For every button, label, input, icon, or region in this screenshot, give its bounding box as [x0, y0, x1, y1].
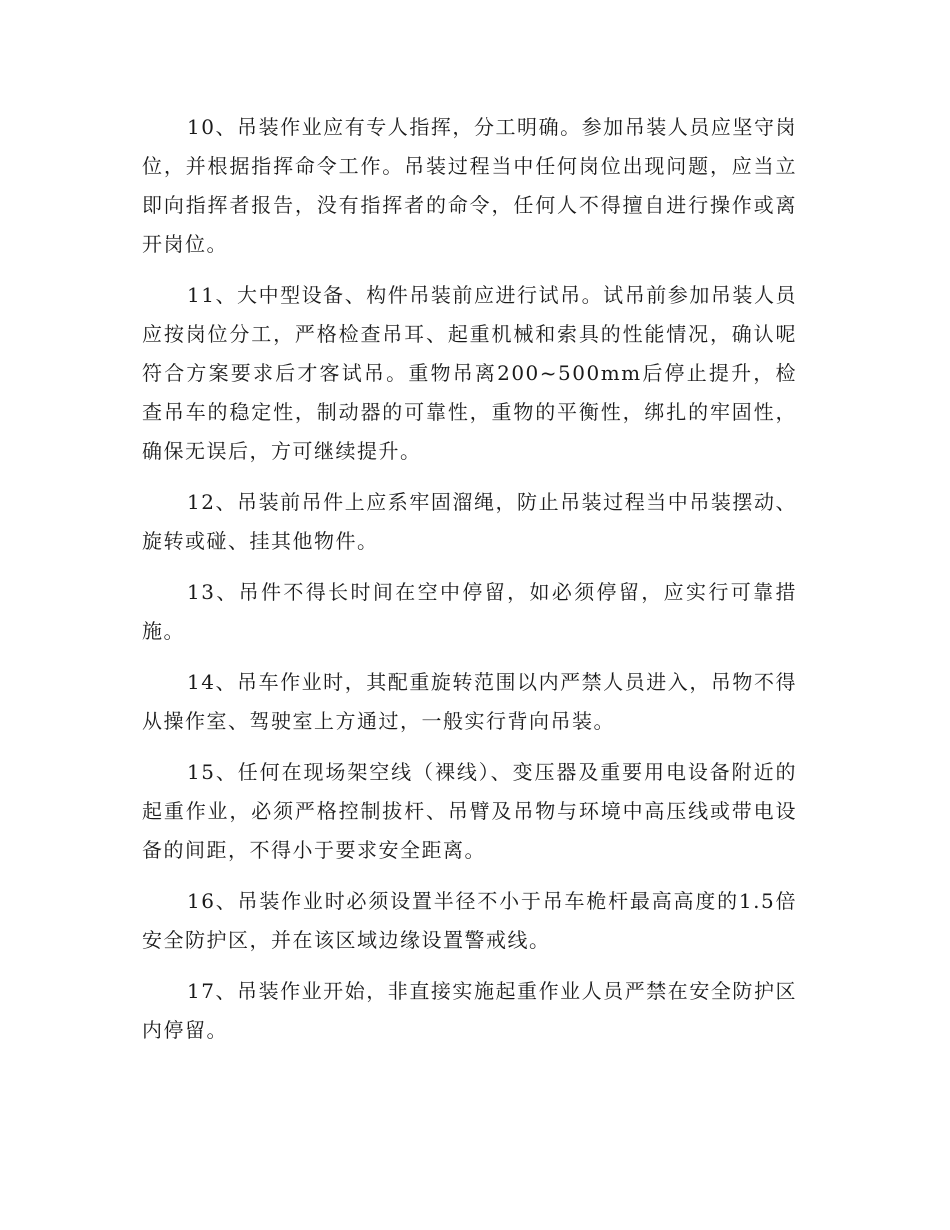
paragraph-14: 14、吊车作业时，其配重旋转范围以内严禁人员进入，吊物不得从操作室、驾驶室上方通过，一般实行背向吊装。: [142, 670, 797, 733]
paragraph-11: 11、大中型设备、构件吊装前应进行试吊。试吊前参加吊装人员应按岗位分工，严格检查吊耳、起重机械和索具的性能情况，确认呢符合方案要求后才客试吊。重物吊离200~500mm后停止提升，检查吊车的稳定性，制动器的可靠性，重物的平衡性，绑扎的牢固性，确保无误后，方可继续提升。: [142, 283, 797, 463]
paragraph-15: 15、任何在现场架空线（裸线）、变压器及重要用电设备附近的起重作业，必须严格控制拔杆、吊臂及吊物与环境中高压线或带电设备的间距，不得小于要求安全距离。: [142, 760, 797, 862]
paragraph-16: 16、吊装作业时必须设置半径不小于吊车桅杆最高高度的1.5倍安全防护区，并在该区域边缘设置警戒线。: [142, 889, 797, 952]
document-body: [142, 108, 797, 1062]
paragraph-17: 17、吊装作业开始，非直接实施起重作业人员严禁在安全防护区内停留。: [142, 979, 797, 1042]
paragraph-13: 13、吊件不得长时间在空中停留，如必须停留，应实行可靠措施。: [142, 580, 797, 643]
paragraph-10: 10、吊装作业应有专人指挥，分工明确。参加吊装人员应坚守岗位，并根据指挥命令工作。吊装过程当中任何岗位出现问题，应当立即向指挥者报告，没有指挥者的命令，任何人不得擅自进行操作或离开岗位。: [142, 115, 797, 256]
paragraph-12: 12、吊装前吊件上应系牢固溜绳，防止吊装过程当中吊装摆动、旋转或碰、挂其他物件。: [142, 490, 797, 553]
